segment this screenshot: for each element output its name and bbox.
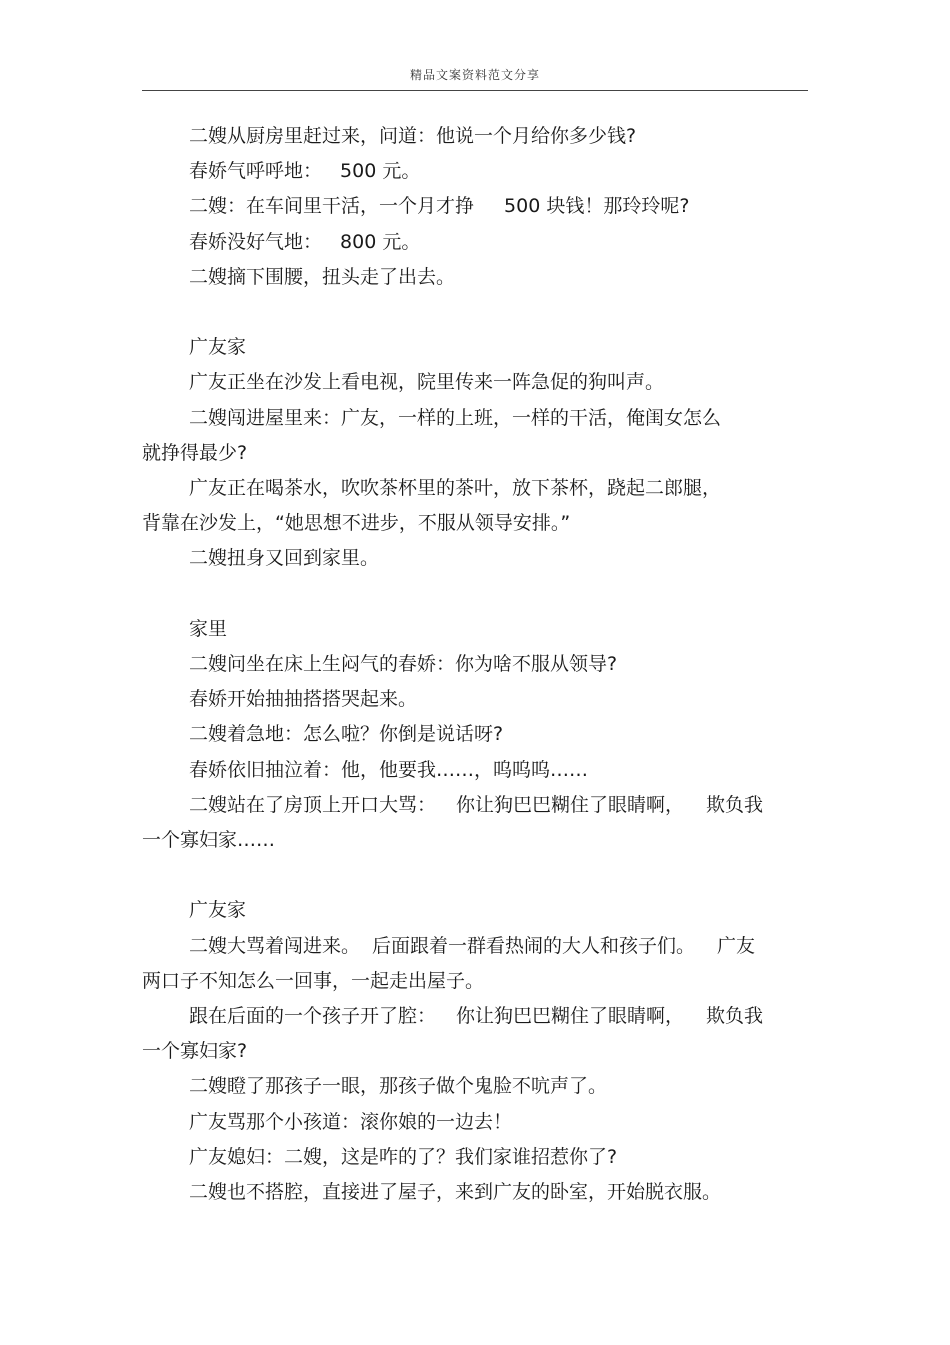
blank-line	[142, 295, 808, 330]
paragraph-continuation: 一个寡妇家?	[142, 1040, 248, 1063]
paragraph: 春娇没好气地： 800 元。	[189, 230, 421, 253]
paragraph-continuation: 背靠在沙发上，“她思想不进步，不服从领导安排。”	[142, 512, 571, 535]
paragraph: 二嫂也不搭腔，直接进了屋子，来到广友的卧室，开始脱衣服。	[189, 1181, 722, 1204]
scene-heading: 家里	[189, 617, 228, 640]
paragraph: 广友媳妇：二嫂，这是咋的了？我们家谁招惹你了?	[189, 1145, 618, 1168]
paragraph: 二嫂闯进屋里来：广友，一样的上班，一样的干活，俺闺女怎么	[189, 406, 722, 429]
paragraph: 二嫂大骂着闯进来。 后面跟着一群看热闹的大人和孩子们。 广友	[189, 934, 756, 957]
paragraph: 二嫂扭身又回到家里。	[189, 547, 380, 570]
paragraph: 广友骂那个小孩道：滚你娘的一边去！	[189, 1110, 513, 1133]
scene-heading: 广友家	[189, 899, 247, 922]
paragraph: 二嫂站在了房顶上开口大骂： 你让狗巴巴糊住了眼睛啊， 欺负我	[189, 793, 764, 816]
paragraph: 春娇开始抽抽搭搭哭起来。	[189, 688, 418, 711]
paragraph: 二嫂：在车间里干活，一个月才挣 500 块钱！那玲玲呢?	[189, 195, 690, 218]
paragraph-continuation: 两口子不知怎么一回事，一起走出屋子。	[142, 969, 485, 992]
blank-line	[142, 577, 808, 612]
paragraph: 春娇气呼呼地： 500 元。	[189, 160, 421, 183]
paragraph: 二嫂瞪了那孩子一眼，那孩子做个鬼脸不吭声了。	[189, 1075, 608, 1098]
page-header: 精品文案资料范文分享	[409, 68, 540, 82]
paragraph-continuation: 一个寡妇家……	[142, 829, 276, 852]
blank-line	[142, 858, 808, 893]
paragraph-continuation: 就挣得最少?	[142, 441, 248, 464]
paragraph: 二嫂从厨房里赶过来，问道：他说一个月给你多少钱?	[189, 125, 637, 147]
paragraph: 广友正坐在沙发上看电视，院里传来一阵急促的狗叫声。	[189, 371, 665, 394]
header-rule	[142, 90, 808, 91]
paragraph: 二嫂着急地：怎么啦？你倒是说话呀?	[189, 723, 504, 746]
paragraph: 春娇依旧抽泣着：他，他要我……，呜呜呜……	[189, 758, 589, 781]
paragraph: 跟在后面的一个孩子开了腔： 你让狗巴巴糊住了眼睛啊， 欺负我	[189, 1005, 764, 1028]
scene-heading: 广友家	[189, 336, 247, 359]
paragraph: 二嫂问坐在床上生闷气的春娇：你为啥不服从领导?	[189, 653, 618, 676]
document-body	[142, 119, 808, 1210]
paragraph: 二嫂摘下围腰，扭头走了出去。	[189, 265, 456, 288]
paragraph: 广友正在喝茶水，吹吹茶杯里的茶叶，放下茶杯，跷起二郎腿，	[189, 477, 722, 500]
